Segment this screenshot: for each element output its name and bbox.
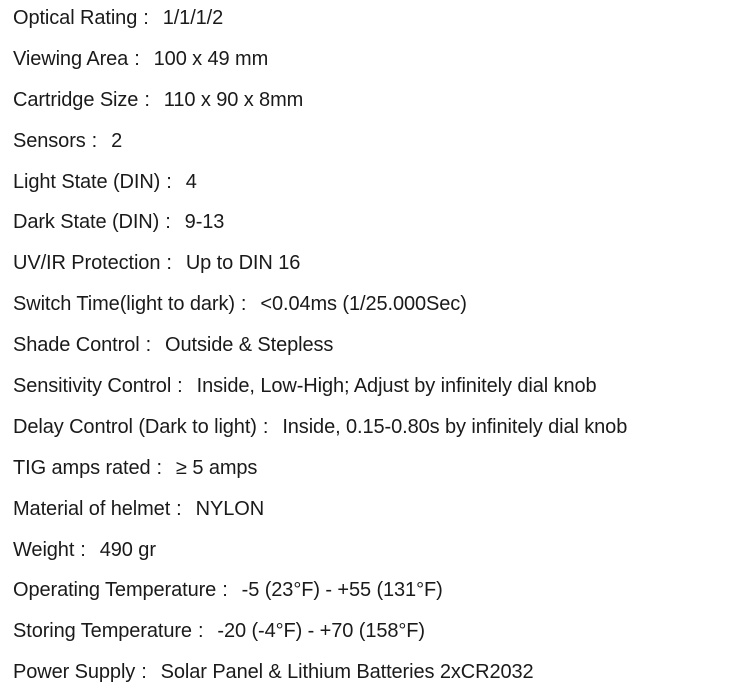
spec-separator: : [143, 7, 149, 29]
spec-separator: : [145, 334, 152, 357]
spec-separator: : [197, 620, 204, 643]
spec-label: Viewing Area [13, 47, 129, 70]
spec-separator: : [156, 456, 163, 479]
spec-value: 1/1/1/2 [162, 7, 224, 29]
spec-value: Up to DIN 16 [185, 252, 301, 275]
spec-label: Storing Temperature [13, 620, 192, 643]
spec-label: TIG amps rated [13, 456, 151, 479]
spec-separator: : [91, 129, 98, 152]
spec-label: Weight [13, 538, 75, 561]
spec-separator: : [177, 375, 183, 398]
spec-row-storing-temperature [13, 616, 627, 657]
spec-separator: : [141, 661, 147, 684]
spec-row-sensors [13, 126, 627, 167]
spec-separator: : [240, 293, 247, 316]
spec-row-light-state [13, 167, 627, 208]
spec-row-optical-rating [13, 3, 627, 44]
spec-row-uv-ir-protection [13, 248, 627, 289]
spec-row-sensitivity-control [13, 371, 627, 412]
spec-row-tig-amps [13, 453, 627, 494]
spec-label: Material of helmet [13, 497, 171, 520]
spec-row-cartridge-size [13, 85, 627, 126]
spec-separator: : [166, 252, 172, 275]
spec-value: Outside & Stepless [165, 334, 334, 357]
spec-value: NYLON [195, 497, 265, 520]
spec-row-switch-time [13, 289, 627, 330]
spec-label: Cartridge Size [13, 88, 139, 111]
spec-separator: : [166, 170, 172, 193]
spec-value: ≥ 5 amps [176, 456, 258, 479]
spec-value: 490 gr [99, 538, 156, 561]
spec-separator: : [165, 211, 171, 234]
spec-row-operating-temperature [13, 575, 627, 616]
spec-value: 100 x 49 mm [153, 47, 269, 70]
spec-label: Delay Control (Dark to light) [13, 415, 257, 438]
spec-row-dark-state [13, 207, 627, 248]
spec-label: Shade Control [13, 334, 140, 357]
spec-value: -5 (23°F) - +55 (131°F) [241, 579, 443, 602]
spec-value: 4 [185, 170, 197, 193]
spec-separator: : [262, 415, 269, 438]
spec-row-weight [13, 535, 627, 576]
spec-value: Inside, Low-High; Adjust by infinitely dial knob [196, 375, 597, 398]
spec-separator: : [144, 88, 150, 111]
spec-separator: : [134, 47, 140, 70]
spec-value: 110 x 90 x 8mm [163, 88, 304, 111]
spec-list [13, 3, 627, 698]
spec-value: Solar Panel & Lithium Batteries 2xCR2032 [160, 661, 534, 684]
spec-label: Optical Rating [13, 7, 138, 29]
spec-label: Light State (DIN) [13, 170, 161, 193]
spec-value: Inside, 0.15-0.80s by infinitely dial knob [282, 415, 628, 438]
spec-value: <0.04ms (1/25.000Sec) [260, 293, 467, 316]
spec-value: 9-13 [184, 211, 225, 234]
spec-label: Dark State (DIN) [13, 211, 160, 234]
spec-label: Switch Time(light to dark) [13, 293, 235, 316]
spec-label: Power Supply [13, 661, 136, 684]
spec-separator: : [80, 538, 86, 561]
spec-row-material [13, 494, 627, 535]
spec-label: Sensitivity Control [13, 375, 172, 398]
spec-row-viewing-area [13, 44, 627, 85]
spec-label: UV/IR Protection [13, 252, 161, 275]
spec-value: 2 [111, 129, 123, 152]
spec-row-shade-control [13, 330, 627, 371]
spec-value: -20 (-4°F) - +70 (158°F) [217, 620, 425, 643]
spec-label: Operating Temperature [13, 579, 217, 602]
spec-separator: : [222, 579, 228, 602]
spec-row-delay-control [13, 412, 627, 453]
spec-row-power-supply [13, 657, 627, 698]
spec-separator: : [176, 497, 182, 520]
spec-label: Sensors [13, 129, 86, 152]
